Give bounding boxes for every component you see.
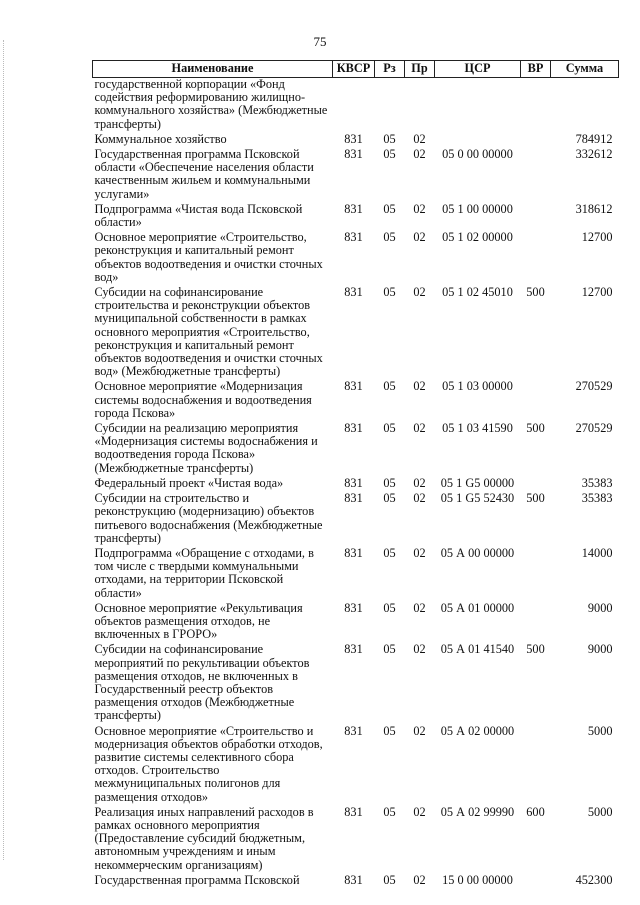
header-vr: ВР xyxy=(521,61,551,78)
cell-rz: 05 xyxy=(383,723,396,738)
table-row xyxy=(93,380,619,422)
header-name: Наименование xyxy=(93,61,333,78)
cell-rz: 05 xyxy=(383,545,396,560)
page-number: 75 xyxy=(313,34,327,49)
table-row xyxy=(93,203,619,231)
cell-sum: 5000 xyxy=(587,723,613,738)
cell-name: Федеральный проект «Чистая вода» xyxy=(94,475,284,490)
cell-rz: 05 xyxy=(383,379,396,394)
cell-vr: 500 xyxy=(526,285,545,300)
cell-name: Основное мероприятие «Строительство, реконструкция и капитальный ремонт объектов водоотведения и очистки сточных вод» xyxy=(94,230,323,284)
cell-sum: 784912 xyxy=(575,131,613,146)
cell-kvsr: 831 xyxy=(344,131,363,146)
cell-name: Субсидии на софинансирование мероприятий по рекультивации объектов размещения отходов, не включенных в Государственный реестр объектов размещения отходов (Межбюджетные трансферты) xyxy=(94,642,310,723)
cell-vr: 600 xyxy=(526,804,545,819)
table-row xyxy=(93,602,619,644)
table-row xyxy=(93,547,619,602)
cell-kvsr: 831 xyxy=(344,642,363,657)
cell-sum: 5000 xyxy=(587,804,613,819)
cell-name: Субсидии на строительство и реконструкцию (модернизацию) объектов питьевого водоснабжения (Межбюджетные трансферты) xyxy=(94,491,323,545)
cell-sum: 270529 xyxy=(575,379,613,394)
cell-pr: 02 xyxy=(413,872,426,887)
cell-sum: 9000 xyxy=(587,642,613,657)
header-pr: Пр xyxy=(405,61,435,78)
cell-pr: 02 xyxy=(413,642,426,657)
cell-rz: 05 xyxy=(383,421,396,436)
cell-vr xyxy=(521,874,551,889)
table-header-row xyxy=(93,61,619,78)
cell-rz: 05 xyxy=(383,642,396,657)
cell-csr: 05 1 G5 52430 xyxy=(440,491,515,506)
cell-kvsr: 831 xyxy=(344,475,363,490)
cell-name: Государственная программа Псковской области «Обеспечение населения области качественным жильем и коммунальными услугами» xyxy=(94,147,314,201)
cell-rz: 05 xyxy=(383,475,396,490)
cell-vr xyxy=(521,133,551,148)
table-row xyxy=(93,231,619,286)
cell-pr xyxy=(405,78,435,133)
table-body xyxy=(93,78,619,889)
cell-kvsr: 831 xyxy=(344,491,363,506)
cell-rz: 05 xyxy=(383,131,396,146)
cell-kvsr: 831 xyxy=(344,545,363,560)
cell-kvsr: 831 xyxy=(344,421,363,436)
cell-name: Основное мероприятие «Строительство и модернизация объектов обработки отходов, развитие системы селективного сбора отходов. Строительство межмуниципальных полигонов для размещения отходов» xyxy=(94,723,323,804)
cell-pr: 02 xyxy=(413,545,426,560)
cell-vr xyxy=(521,477,551,492)
cell-name: Подпрограмма «Обращение с отходами, в том числе с твердыми коммунальными отходами, на территории Псковской области» xyxy=(94,545,314,600)
cell-csr: 05 А 02 00000 xyxy=(440,723,515,738)
cell-csr: 05 А 02 99990 xyxy=(440,804,515,819)
cell-sum: 452300 xyxy=(575,872,613,887)
cell-kvsr: 831 xyxy=(344,230,363,245)
cell-kvsr: 831 xyxy=(344,723,363,738)
cell-csr: 05 0 00 00000 xyxy=(442,147,513,162)
cell-name: Основное мероприятие «Модернизация системы водоснабжения и водоотведения города Пскова» xyxy=(94,379,312,420)
budget-table-container xyxy=(92,60,618,889)
cell-name: Субсидии на реализацию мероприятия «Модернизация системы водоснабжения и водоотведения города Пскова» (Межбюджетные трансферты) xyxy=(94,421,318,475)
cell-vr xyxy=(521,602,551,644)
cell-vr xyxy=(521,231,551,286)
header-csr: ЦСР xyxy=(435,61,521,78)
table-row xyxy=(93,286,619,380)
cell-csr: 05 1 02 00000 xyxy=(442,230,513,245)
cell-name: Реализация иных направлений расходов в рамках основного мероприятия (Предоставление субсидий бюджетным, автономным учреждениям и иным некоммерческим организациям) xyxy=(94,804,314,872)
cell-vr xyxy=(521,148,551,203)
table-row xyxy=(93,806,619,874)
cell-rz: 05 xyxy=(383,491,396,506)
cell-name: Коммунальное хозяйство xyxy=(94,131,227,146)
cell-vr: 500 xyxy=(526,642,545,657)
header-sum: Сумма xyxy=(551,61,619,78)
cell-rz: 05 xyxy=(383,201,396,216)
cell-kvsr xyxy=(333,78,375,133)
cell-vr xyxy=(521,380,551,422)
cell-name: Субсидии на софинансирование строительства и реконструкции объектов муниципальной собственности в рамках основного мероприятия «Строительство, реконструкция и капитальный ремонт объектов водоотведения и очистки сточных вод» (Межбюджетные трансферты) xyxy=(94,285,323,379)
table-row xyxy=(93,725,619,806)
cell-csr xyxy=(435,133,521,148)
cell-rz: 05 xyxy=(383,600,396,615)
cell-pr: 02 xyxy=(413,201,426,216)
cell-sum: 9000 xyxy=(587,600,613,615)
cell-sum: 332612 xyxy=(575,147,613,162)
cell-csr: 05 1 G5 00000 xyxy=(440,475,515,490)
cell-pr: 02 xyxy=(413,491,426,506)
table-row xyxy=(93,78,619,133)
cell-name: Государственная программа Псковской xyxy=(94,872,300,887)
table-row xyxy=(93,643,619,724)
cell-rz xyxy=(375,78,405,133)
header-kvsr: КВСР xyxy=(333,61,375,78)
cell-pr: 02 xyxy=(413,147,426,162)
cell-sum: 270529 xyxy=(575,421,613,436)
cell-pr: 02 xyxy=(413,285,426,300)
cell-kvsr: 831 xyxy=(344,600,363,615)
cell-sum: 12700 xyxy=(581,285,613,300)
cell-rz: 05 xyxy=(383,285,396,300)
budget-table xyxy=(92,60,619,889)
cell-vr: 500 xyxy=(526,491,545,506)
table-row xyxy=(93,492,619,547)
cell-sum: 35383 xyxy=(581,475,613,490)
cell-rz: 05 xyxy=(383,804,396,819)
header-rz: Рз xyxy=(375,61,405,78)
cell-kvsr: 831 xyxy=(344,804,363,819)
cell-pr: 02 xyxy=(413,723,426,738)
cell-csr: 05 А 01 00000 xyxy=(440,600,515,615)
cell-sum: 14000 xyxy=(581,545,613,560)
cell-sum: 12700 xyxy=(581,230,613,245)
cell-pr: 02 xyxy=(413,421,426,436)
cell-pr: 02 xyxy=(413,600,426,615)
cell-pr: 02 xyxy=(413,230,426,245)
cell-vr xyxy=(521,78,551,133)
cell-sum: 318612 xyxy=(575,201,613,216)
page-edge-decoration xyxy=(3,40,5,860)
cell-name: Подпрограмма «Чистая вода Псковской области» xyxy=(94,201,303,230)
cell-csr: 05 А 01 41540 xyxy=(440,642,515,657)
cell-name: государственной корпорации «Фонд содействия реформированию жилищно-коммунального хозяйства» (Межбюджетные трансферты) xyxy=(94,77,328,131)
cell-pr: 02 xyxy=(413,131,426,146)
table-row xyxy=(93,148,619,203)
cell-csr: 05 1 02 45010 xyxy=(442,285,513,300)
cell-vr xyxy=(521,547,551,602)
cell-kvsr: 831 xyxy=(344,872,363,887)
cell-kvsr: 831 xyxy=(344,285,363,300)
cell-csr: 15 0 00 00000 xyxy=(442,872,513,887)
table-row xyxy=(93,422,619,477)
cell-csr: 05 А 00 00000 xyxy=(440,545,515,560)
cell-pr: 02 xyxy=(413,379,426,394)
cell-vr xyxy=(521,203,551,231)
cell-csr: 05 1 03 00000 xyxy=(442,379,513,394)
cell-sum: 35383 xyxy=(581,491,613,506)
cell-kvsr: 831 xyxy=(344,147,363,162)
cell-pr: 02 xyxy=(413,475,426,490)
cell-pr: 02 xyxy=(413,804,426,819)
table-row xyxy=(93,874,619,889)
cell-name: Основное мероприятие «Рекультивация объектов размещения отходов, не включенных в ГРОРО» xyxy=(94,600,303,642)
cell-rz: 05 xyxy=(383,147,396,162)
cell-vr: 500 xyxy=(526,421,545,436)
cell-csr: 05 1 03 41590 xyxy=(442,421,513,436)
table-row xyxy=(93,133,619,148)
cell-rz: 05 xyxy=(383,872,396,887)
table-row xyxy=(93,477,619,492)
cell-csr: 05 1 00 00000 xyxy=(442,201,513,216)
cell-kvsr: 831 xyxy=(344,201,363,216)
cell-sum xyxy=(551,78,619,133)
cell-vr xyxy=(521,725,551,806)
cell-kvsr: 831 xyxy=(344,379,363,394)
cell-rz: 05 xyxy=(383,230,396,245)
cell-csr xyxy=(435,78,521,133)
